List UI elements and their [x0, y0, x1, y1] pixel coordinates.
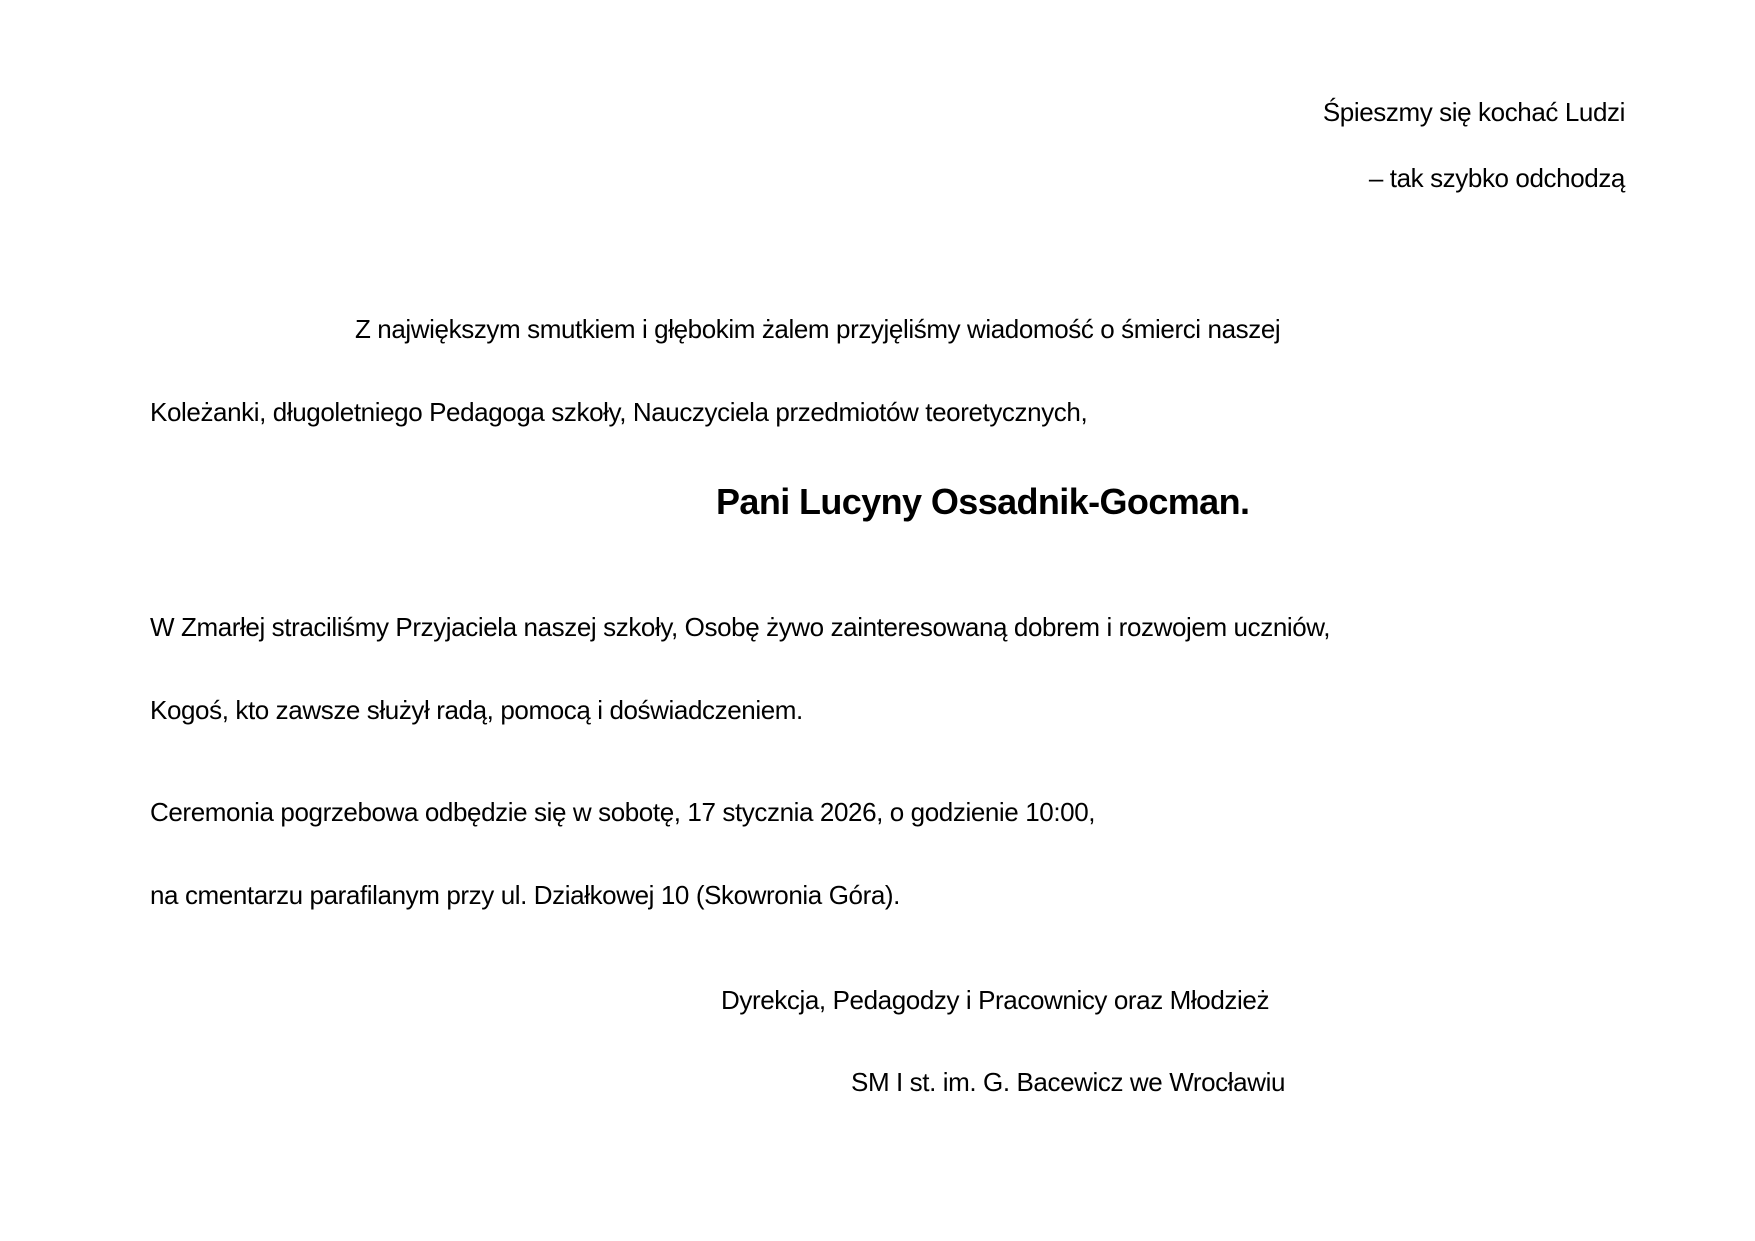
- motto-line-2: – tak szybko odchodzą: [1368, 163, 1625, 193]
- tribute-line-2: Kogoś, kto zawsze służył radą, pomocą i doświadczeniem.: [150, 695, 803, 725]
- announcement-line-1: Z największym smutkiem i głębokim żalem przyjęliśmy wiadomość o śmierci naszej: [355, 314, 1281, 344]
- deceased-name: Pani Lucyny Ossadnik-Gocman.: [716, 481, 1250, 522]
- signature-line-2: SM I st. im. G. Bacewicz we Wrocławiu: [851, 1067, 1286, 1097]
- announcement-line-2: Koleżanki, długoletniego Pedagoga szkoły, Nauczyciela przedmiotów teoretycznych,: [150, 397, 1088, 427]
- tribute-line-1: W Zmarłej straciliśmy Przyjaciela naszej szkoły, Osobę żywo zainteresowaną dobrem i rozwojem uczniów,: [150, 612, 1331, 642]
- ceremony-line-1: Ceremonia pogrzebowa odbędzie się w sobotę, 17 stycznia 2026, o godzienie 10:00,: [150, 797, 1096, 827]
- signature-line-1: Dyrekcja, Pedagodzy i Pracownicy oraz Młodzież: [721, 985, 1270, 1015]
- ceremony-line-2: na cmentarzu parafilanym przy ul. Działkowej 10 (Skowronia Góra).: [150, 880, 900, 910]
- motto-line-1: Śpieszmy się kochać Ludzi: [1322, 97, 1625, 127]
